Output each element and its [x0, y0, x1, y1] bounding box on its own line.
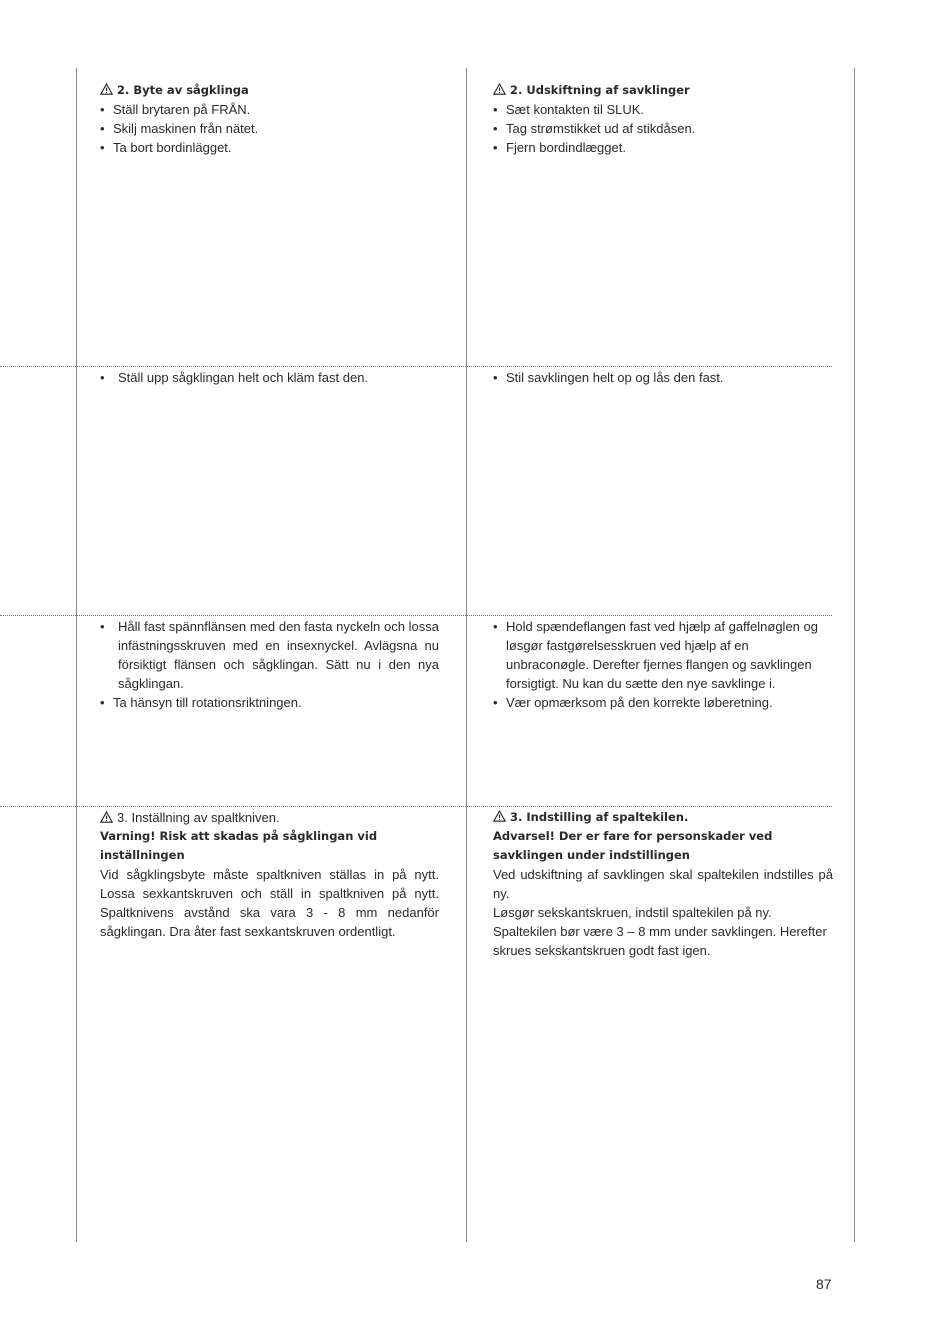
- list-item: • Ställ brytaren på FRÅN.: [100, 100, 440, 119]
- row-separator-2: [0, 615, 832, 616]
- row4-swedish-section: [100, 808, 439, 941]
- row4-danish-title: 3. Indstilling af spaltekilen.: [510, 810, 689, 824]
- row3-swedish-section: [100, 617, 439, 712]
- list-item: • Ta hänsyn till rotationsriktningen.: [100, 693, 439, 712]
- page-number: 87: [816, 1276, 832, 1292]
- warning-triangle-icon: [100, 811, 114, 823]
- row3-danish-list: [493, 617, 834, 712]
- row4-swedish-warning: Varning! Risk att skadas på sågklingan vid inställningen: [100, 829, 378, 862]
- list-item: • Vær opmærksom på den korrekte løberetning.: [493, 693, 834, 712]
- row4-swedish-title-line: [100, 808, 439, 827]
- list-item: • Stil savklingen helt op og lås den fast.: [493, 368, 833, 387]
- warning-triangle-icon: [100, 83, 114, 95]
- list-item: • Håll fast spännflänsen med den fasta nyckeln och lossa infästningsskruven med en insexnyckel. Avlägsna nu försiktigt flänsen och sågklingan. Sätt nu i den nya sågklingan.: [100, 617, 439, 693]
- row1-danish-title: 2. Udskiftning af savklinger: [510, 83, 690, 97]
- list-item: • Sæt kontakten til SLUK.: [493, 100, 833, 119]
- list-item: • Tag strømstikket ud af stikdåsen.: [493, 119, 833, 138]
- row4-danish-warning: Advarsel! Der er fare for personskader ved savklingen under indstillingen: [493, 829, 773, 862]
- list-item: • Fjern bordindlægget.: [493, 138, 833, 157]
- row2-swedish-section: [100, 368, 440, 387]
- list-item: • Ta bort bordinlägget.: [100, 138, 440, 157]
- row1-swedish-section: [100, 81, 440, 157]
- row4-swedish-title: 3. Inställning av spaltkniven.: [117, 810, 280, 825]
- warning-triangle-icon: [493, 83, 507, 95]
- column-rule-right: [854, 68, 855, 1242]
- row1-danish-section: [493, 81, 833, 157]
- row1-danish-title-line: [493, 81, 833, 100]
- row2-danish-section: [493, 368, 833, 387]
- row4-danish-title-line: [493, 808, 833, 827]
- warning-triangle-icon: [493, 810, 507, 822]
- row1-swedish-list: [100, 100, 440, 157]
- row1-danish-list: [493, 100, 833, 157]
- row1-swedish-title-line: [100, 81, 440, 100]
- list-item: • Ställ upp sågklingan helt och kläm fast den.: [100, 368, 440, 387]
- row-separator-1: [0, 366, 832, 367]
- row4-swedish-body: Vid sågklingsbyte måste spaltkniven ställas in på nytt. Lossa sexkantskruven och ställ in spaltkniven på nytt. Spaltknivens avstånd ska vara 3 - 8 mm nedanför sågklingan. Dra åter fast sexkantskruven ordentligt.: [100, 867, 439, 939]
- row2-swedish-list: [100, 368, 440, 387]
- row2-danish-list: [493, 368, 833, 387]
- list-item: • Skilj maskinen från nätet.: [100, 119, 440, 138]
- row-separator-3: [0, 806, 832, 807]
- column-rule-middle: [466, 68, 467, 1242]
- column-rule-left: [76, 68, 77, 1242]
- row4-danish-body-1: Ved udskiftning af savklingen skal spaltekilen indstilles på ny.: [493, 867, 833, 901]
- row3-danish-section: [493, 617, 834, 712]
- row4-danish-section: [493, 808, 833, 960]
- row3-swedish-list: [100, 617, 439, 712]
- row4-danish-body-2: Løsgør sekskantskruen, indstil spaltekilen på ny. Spaltekilen bør være 3 – 8 mm under savklingen. Herefter skrues sekskantskruen godt fast igen.: [493, 905, 827, 958]
- row1-swedish-title: 2. Byte av sågklinga: [117, 83, 249, 97]
- list-item: • Hold spændeflangen fast ved hjælp af gaffelnøglen og løsgør fastgørelsesskruen ved hjælp af en unbraconøgle. Derefter fjernes flangen og savklingen forsigtigt. Nu kan du sætte den nye savklinge i.: [493, 617, 834, 693]
